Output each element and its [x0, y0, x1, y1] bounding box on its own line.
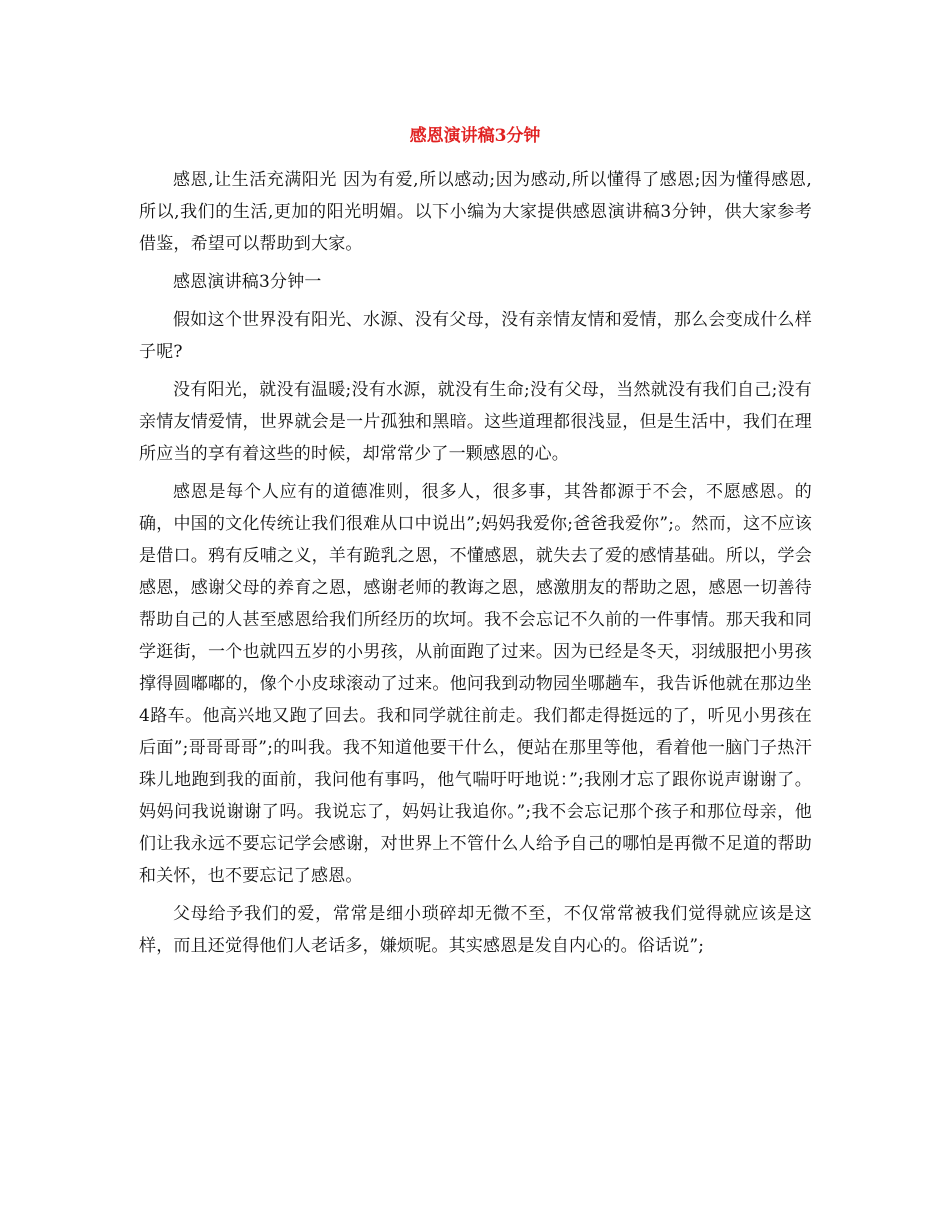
page-title: 感恩演讲稿3分钟 — [409, 126, 541, 146]
paragraph: 父母给予我们的爱，常常是细小琐碎却无微不至，不仅常常被我们觉得就应该是这样，而且还觉得他们人老话多，嫌烦呢。其实感恩是发自内心的。俗话说”; — [139, 904, 812, 956]
paragraph: 感恩是每个人应有的道德准则，很多人，很多事，其咎都源于不会，不愿感恩。的确，中国的文化传统让我们很难从口中说出”;妈妈我爱你;爸爸我爱你”;。然而，这不应该是借口。鸦有反哺之义，羊有跪乳之恩，不懂感恩，就失去了爱的感情基础。所以，学会感恩，感谢父母的养育之恩，感谢老师的教诲之恩，感激朋友的帮助之恩，感恩一切善待帮助自己的人甚至感恩给我们所经历的坎坷。我不会忘记不久前的一件事情。那天我和同学逛街，一个也就四五岁的小男孩，从前面跑了过来。因为已经是冬天，羽绒服把小男孩撑得圆嘟嘟的，像个小皮球滚动了过来。他问我到动物园坐哪趟车，我告诉他就在那边坐4路车。他高兴地又跑了回去。我和同学就往前走。我们都走得挺远的了，听见小男孩在后面”;哥哥哥哥”;的叫我。我不知道他要干什么，便站在那里等他，看着他一脑门子热汗珠儿地跑到我的面前，我问他有事吗，他气喘吁吁地说：”;我刚才忘了跟你说声谢谢了。妈妈问我说谢谢了吗。我说忘了，妈妈让我追你。”;我不会忘记那个孩子和那位母亲，他们让我永远不要忘记学会感谢，对世界上不管什么人给予自己的哪怕是再微不足道的帮助和关怀，也不要忘记了感恩。 — [139, 482, 812, 886]
paragraph-intro: 感恩,让生活充满阳光 因为有爱,所以感动;因为感动,所以懂得了感恩;因为懂得感恩,所以,我们的生活,更加的阳光明媚。以下小编为大家提供感恩演讲稿3分钟，供大家参考借鉴，希望可以帮助到大家。 — [139, 170, 812, 254]
document-body — [139, 164, 812, 968]
section-heading: 感恩演讲稿3分钟一 — [173, 272, 322, 292]
paragraph: 没有阳光，就没有温暖;没有水源，就没有生命;没有父母，当然就没有我们自己;没有亲情友情爱情，世界就会是一片孤独和黑暗。这些道理都很浅显，但是生活中，我们在理所应当的享有着这些的时候，却常常少了一颗感恩的心。 — [139, 380, 812, 464]
paragraph: 假如这个世界没有阳光、水源、没有父母，没有亲情友情和爱情，那么会变成什么样子呢? — [139, 310, 812, 362]
